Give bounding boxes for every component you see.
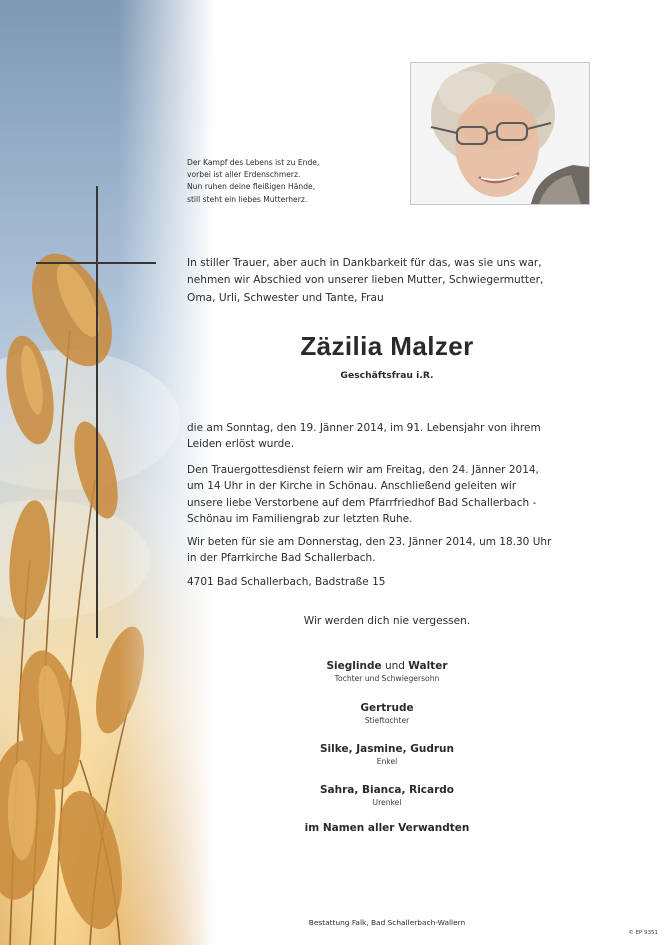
deceased-title: Geschäftsfrau i.R. <box>340 370 434 381</box>
poem-line: still steht ein liebes Mutterherz. <box>187 194 308 204</box>
portrait-photo <box>410 62 590 205</box>
family-names <box>187 659 587 673</box>
prayer-paragraph <box>187 534 592 567</box>
intro-line: nehmen wir Abschied von unserer lieben Mutter, Schwiegermutter, <box>187 274 544 287</box>
deceased-name: Zäzilia Malzer <box>300 331 474 361</box>
body-line: Schönau im Familiengrab zur letzten Ruhe. <box>187 512 413 525</box>
funeral-home: Bestattung Falk, Bad Schallerbach-Wallern <box>308 918 466 927</box>
family-group-daughter <box>187 659 587 684</box>
family-role: Urenkel <box>372 798 402 807</box>
family-role: Stieftochter <box>364 716 410 725</box>
poem <box>187 157 387 206</box>
body-line: um 14 Uhr in der Kirche in Schönau. Anschließend geleiten wir <box>187 480 517 493</box>
family-role: Enkel <box>376 757 398 766</box>
family-role: Tochter und Schwiegersohn <box>334 674 440 683</box>
address: 4701 Bad Schallerbach, Badstraße 15 <box>187 576 386 588</box>
family-names: Sahra, Bianca, Ricardo <box>319 784 455 796</box>
reed-sky-background <box>0 0 215 945</box>
funeral-paragraph <box>187 462 592 527</box>
family-group-relatives <box>187 821 587 835</box>
family-name: Walter <box>408 660 448 672</box>
cross-vertical-bar <box>96 186 98 638</box>
remember-line: Wir werden dich nie vergessen. <box>303 615 471 627</box>
poem-line: Nun ruhen deine fleißigen Hände, <box>187 182 316 192</box>
family-name: Sieglinde <box>326 660 382 672</box>
body-line: die am Sonntag, den 19. Jänner 2014, im 91. Lebensjahr von ihrem <box>187 422 541 434</box>
cross-horizontal-bar <box>36 262 156 264</box>
family-names: Silke, Jasmine, Gudrun <box>320 743 454 755</box>
family-connector: und <box>381 660 409 672</box>
intro-text <box>187 255 597 307</box>
family-names: im Namen aller Verwandten <box>304 822 470 834</box>
reed-image <box>0 0 215 945</box>
body-line: unsere liebe Verstorbene auf dem Pfarrfriedhof Bad Schallerbach - <box>187 496 537 509</box>
family-names: Gertrude <box>360 702 414 714</box>
family-group-grandchildren <box>187 742 587 767</box>
family-group-stepdaughter <box>187 701 587 726</box>
intro-line: In stiller Trauer, aber auch in Dankbarkeit für das, was sie uns war, <box>187 257 542 269</box>
body-line: Wir beten für sie am Donnerstag, den 23. Jänner 2014, um 18.30 Uhr <box>187 536 552 548</box>
death-paragraph <box>187 420 592 453</box>
poem-line: Der Kampf des Lebens ist zu Ende, <box>187 158 320 167</box>
poem-line: vorbei ist aller Erdenschmerz. <box>187 170 301 180</box>
body-line: Leiden erlöst wurde. <box>187 438 295 451</box>
body-line: Den Trauergottesdienst feiern wir am Freitag, den 24. Jänner 2014, <box>187 464 539 476</box>
family-group-great-grandchildren <box>187 783 587 808</box>
body-line: in der Pfarrkirche Bad Schallerbach. <box>187 552 376 565</box>
portrait-image <box>411 63 589 204</box>
document-code: © EP 9351 <box>628 930 658 936</box>
intro-line: Oma, Urli, Schwester und Tante, Frau <box>187 291 384 304</box>
